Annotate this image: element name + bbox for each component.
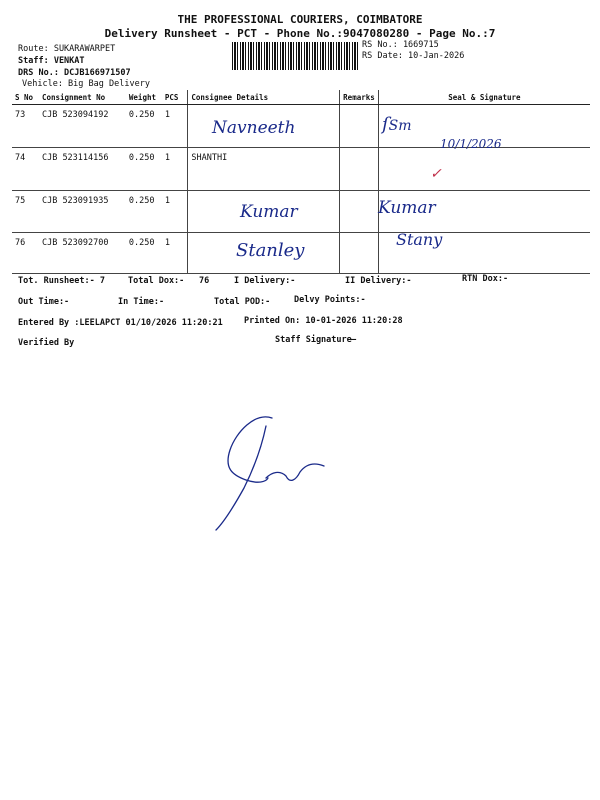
handwritten-signature-76: Stany: [396, 230, 443, 249]
total-runsheet: Tot. Runsheet:- 7: [18, 276, 105, 286]
i-delivery: I Delivery:-: [234, 276, 296, 286]
cell-consignment: CJB 523094192: [39, 105, 126, 148]
rtn-dox: RTN Dox:-: [462, 274, 509, 284]
delivery-points: Delvy Points:-: [294, 295, 366, 305]
handwritten-date-73: 10/1/2026: [440, 137, 502, 151]
entered-by: Entered By :LEELAPCT 01/10/2026 11:20:21: [18, 318, 223, 328]
cell-sno: 76: [12, 233, 39, 274]
total-dox-label: Total Dox:-: [128, 276, 185, 286]
rs-date: RS Date: 10-Jan-2026: [362, 51, 465, 61]
in-time: In Time:-: [118, 297, 165, 307]
cell-weight: 0.250: [126, 191, 162, 233]
staff-signature-dash: –: [351, 335, 357, 345]
cell-consignment: CJB 523114156: [39, 148, 126, 191]
rs-number: RS No.: 1669715: [362, 40, 439, 50]
cell-pcs: 1: [162, 148, 188, 191]
handwritten-signature-75: Kumar: [378, 198, 436, 218]
printed-on: Printed On: 10-01-2026 11:20:28: [244, 316, 403, 326]
total-pod: Total POD:-: [214, 297, 271, 307]
runsheet-subtitle: Delivery Runsheet - PCT - Phone No.:9047080280 - Page No.:7: [104, 27, 496, 40]
col-seal-signature: Seal & Signature: [378, 90, 590, 105]
ii-delivery: II Delivery:-: [345, 276, 412, 286]
col-consignment: Consignment No: [39, 90, 126, 105]
total-dox-value: 76: [199, 276, 210, 286]
staff-signature-label: Staff Signature: [275, 335, 352, 345]
cell-sno: 73: [12, 105, 39, 148]
handwritten-consignee-73: Navneeth: [212, 118, 296, 138]
out-time: Out Time:-: [18, 297, 70, 307]
handwritten-consignee-75: Kumar: [240, 202, 298, 222]
drs-number: DRS No.: DCJB166971507: [18, 68, 131, 78]
company-title: THE PROFESSIONAL COURIERS, COIMBATORE: [177, 13, 423, 26]
cell-sno: 75: [12, 191, 39, 233]
cell-pcs: 1: [162, 191, 188, 233]
cell-sno: 74: [12, 148, 39, 191]
col-sno: S No: [12, 90, 39, 105]
cell-consignment: CJB 523091935: [39, 191, 126, 233]
col-remarks: Remarks: [340, 90, 379, 105]
vehicle-label: Vehicle: Big Bag Delivery: [22, 79, 150, 89]
staff-label: Staff: VENKAT: [18, 56, 85, 66]
cell-pcs: 1: [162, 105, 188, 148]
col-pcs: PCS: [162, 90, 188, 105]
cell-consignment: CJB 523092700: [39, 233, 126, 274]
handwritten-signature-73: ſSm: [382, 114, 412, 135]
handwritten-consignee-76: Stanley: [236, 240, 305, 261]
cell-pcs: 1: [162, 233, 188, 274]
col-consignee: Consignee Details: [188, 90, 340, 105]
cell-weight: 0.250: [126, 105, 162, 148]
cell-consignee: SHANTHI: [188, 148, 340, 191]
col-weight: Weight: [126, 90, 162, 105]
cell-weight: 0.250: [126, 148, 162, 191]
red-tick-mark: ✓: [430, 166, 442, 182]
route-label: Route: SUKARAWARPET: [18, 44, 116, 54]
cell-weight: 0.250: [126, 233, 162, 274]
verified-by: Verified By: [18, 338, 75, 348]
